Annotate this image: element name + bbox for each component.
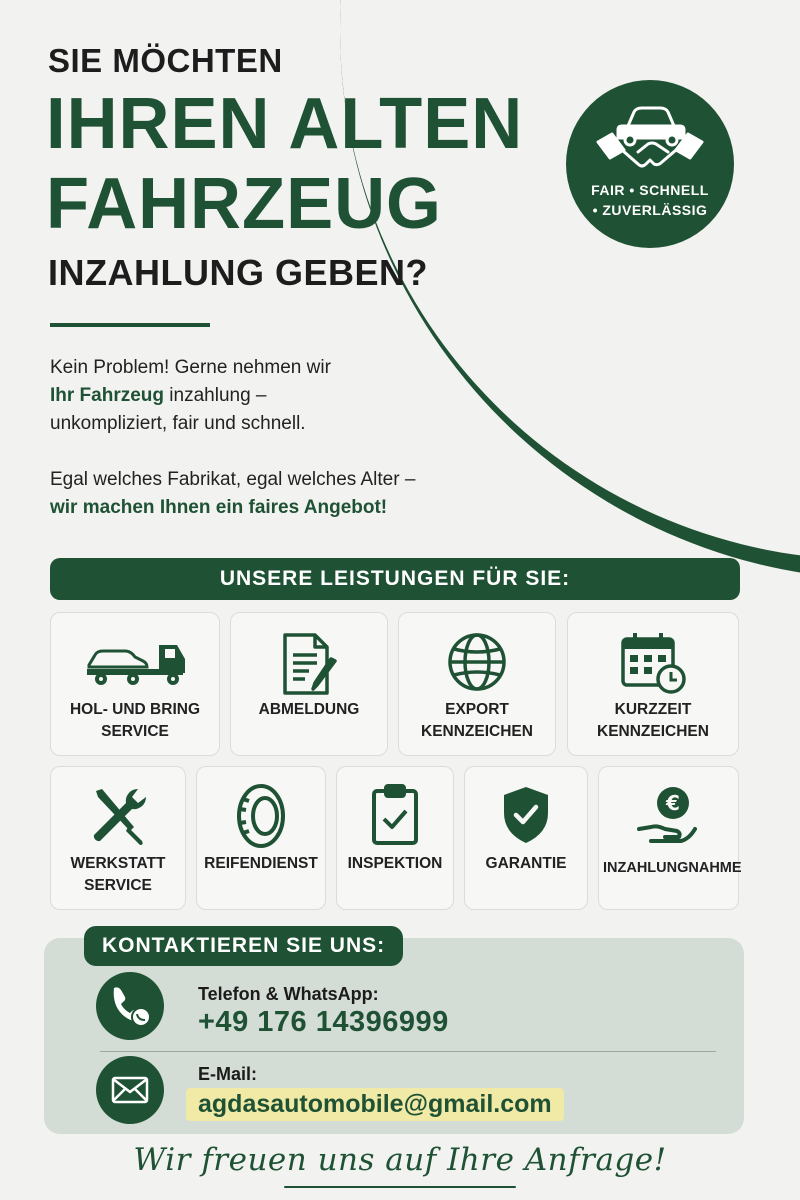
service-label: WERKSTATT [70, 855, 166, 872]
service-card-export[interactable] [398, 612, 556, 756]
service-card-garantie[interactable] [464, 766, 588, 910]
intro-highlight: Ihr Fahrzeug [50, 385, 165, 406]
contact-title: KONTAKTIEREN SIE UNS: [84, 926, 403, 966]
service-label: KENNZEICHEN [597, 723, 709, 740]
intro-line: unkompliziert, fair und schnell. [50, 413, 306, 434]
service-card-abmeldung[interactable] [230, 612, 388, 756]
car-handshake-icon [594, 94, 706, 178]
service-label: EXPORT [445, 701, 509, 718]
service-label: ABMELDUNG [258, 701, 360, 718]
phone-whatsapp-icon[interactable] [96, 972, 164, 1040]
tow-truck-icon [81, 635, 189, 687]
intro-line: Kein Problem! Gerne nehmen wir [50, 357, 331, 378]
service-card-reifendienst[interactable] [196, 766, 326, 910]
wrench-screwdriver-icon [86, 785, 150, 849]
headline-line-3: FAHRZEUG [46, 164, 442, 244]
intro-line [50, 382, 331, 410]
intro-paragraph-1 [50, 354, 331, 438]
svg-text:€: € [665, 791, 680, 815]
intro-line-rest: inzahlung – [164, 385, 267, 406]
footer-tagline: Wir freuen uns auf Ihre Anfrage! [133, 1142, 667, 1178]
tire-icon [235, 783, 287, 849]
calendar-clock-icon [619, 631, 687, 695]
service-label: SERVICE [84, 877, 152, 894]
shield-check-icon [500, 785, 552, 845]
headline-line-4: INZAHLUNG GEBEN? [48, 252, 428, 293]
service-label: HOL- UND BRING [69, 701, 201, 718]
service-card-werkstatt[interactable] [50, 766, 186, 910]
intro-paragraph-2 [50, 466, 415, 522]
mail-label: E-Mail: [198, 1064, 258, 1084]
service-label: INSPEKTION [347, 855, 443, 872]
headline-divider [50, 323, 210, 327]
service-label: GARANTIE [485, 855, 567, 872]
clipboard-check-icon [370, 783, 420, 847]
service-card-hol-bring[interactable] [50, 612, 220, 756]
mail-icon[interactable] [96, 1056, 164, 1124]
service-label: REIFENDIENST [204, 855, 318, 872]
service-card-inspektion[interactable] [336, 766, 454, 910]
quality-badge [566, 80, 734, 248]
mail-address[interactable]: agdasautomobile@gmail.com [186, 1088, 564, 1121]
service-label: KURZZEIT [614, 701, 692, 718]
service-card-kurzzeit[interactable] [567, 612, 739, 756]
services-title-bar: UNSERE LEISTUNGEN FÜR SIE: [50, 558, 740, 600]
badge-line-2: • ZUVERLÄSSIG [592, 202, 708, 218]
globe-icon [446, 631, 508, 693]
euro-hand-icon [637, 783, 701, 847]
phone-label: Telefon & WhatsApp: [198, 984, 379, 1004]
service-label: SERVICE [101, 723, 169, 740]
service-label: INZAHLUNGNAHME [603, 860, 742, 876]
contact-divider [100, 1051, 716, 1052]
headline-line-1: SIE MÖCHTEN [48, 42, 283, 79]
footer-underline [284, 1186, 516, 1188]
intro-highlight: wir machen Ihnen ein faires Angebot! [50, 497, 388, 518]
service-label: KENNZEICHEN [421, 723, 533, 740]
badge-line-1: FAIR • SCHNELL [591, 182, 709, 198]
headline-line-2: IHREN ALTEN [46, 84, 524, 164]
intro-line: Egal welches Fabrikat, egal welches Alter – [50, 469, 416, 490]
document-pen-icon [277, 631, 341, 697]
service-card-inzahlungnahme[interactable] [598, 766, 742, 910]
phone-number[interactable]: +49 176 14396999 [198, 1006, 449, 1038]
